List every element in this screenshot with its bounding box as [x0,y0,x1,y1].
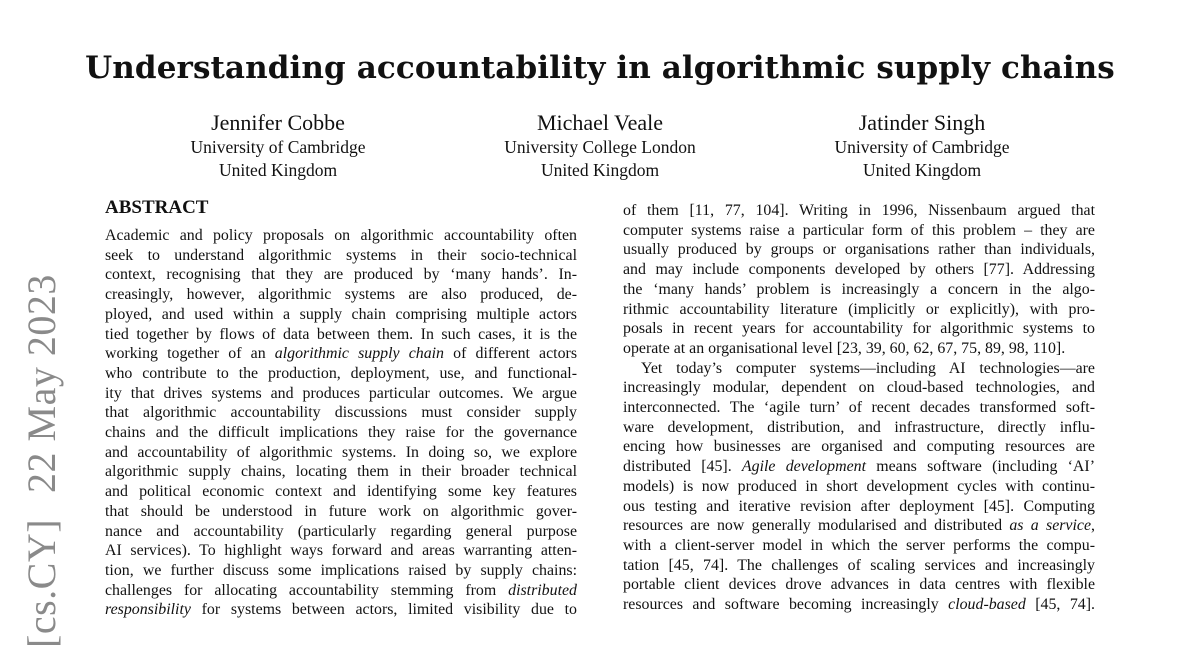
text-line: Yet today’s computer systems—including AI technologies—are [641,359,1095,377]
author-block [0,110,1200,184]
text-line: with a client-server model in which the server performs the compu- [623,536,1095,554]
emphasized-term: Agile development [741,458,867,476]
text-line: operate at an organisational level [23, 39, 60, 62, 67, 75, 89, 98, 110]. [623,339,1066,357]
author-name: Jennifer Cobbe [211,110,345,135]
author-name: Michael Veale [536,110,664,135]
abstract-heading: ABSTRACT [105,197,209,218]
author-affiliation: University of Cambridge [190,137,366,157]
text-line: posals in recent years for accountability for algorithmic systems to [623,320,1095,338]
text-line: Academic and policy proposals on algorithmic accountability often [105,227,577,244]
text-line: tation [45, 74]. The challenges of scaling services and increasingly [623,556,1095,574]
text-line: ware development, distribution, and infrastructure, directly influ- [623,418,1095,436]
author-1 [128,110,428,182]
text-line: resources and software becoming increasingly cloud-based [45, 74]. [623,596,1095,614]
author-country: United Kingdom [540,160,660,180]
author-country: United Kingdom [218,160,338,180]
author-affiliation: University of Cambridge [834,137,1010,157]
arxiv-identifier-stamp [18,274,66,648]
abstract-text [105,226,577,620]
text-line: nance and accountability (particularly regarding general purpose [105,522,577,540]
body-column [623,201,1095,615]
abstract-column [105,196,577,620]
text-line: of them [11, 77, 104]. Writing in 1996, Nissenbaum argued that [623,202,1095,219]
text-line: context, recognising that they are produced by ‘many hands’. In- [105,266,577,284]
paper-title: Understanding accountability in algorithmic supply chains [85,50,1115,86]
text-line: computer systems raise a particular form of this problem – they are [623,221,1095,239]
text-line: and political economic context and identifying some key features [105,483,577,501]
emphasized-term: responsibility [105,601,191,619]
text-line: portable client devices drove advances in data centres with flexible [623,576,1095,594]
author-2 [450,110,750,182]
author-affiliation: University College London [504,137,696,157]
arxiv-date: 22 May 2023 [19,274,64,493]
text-line: encing how businesses are organised and computing resources are [623,438,1095,456]
text-line: interconnected. The ‘agile turn’ of recent decades transformed soft- [623,399,1095,417]
text-line: challenges for allocating accountability stemming from distributed [105,581,577,599]
text-line: rithmic accountability literature (implicitly or explicitly), with pro- [623,300,1095,318]
text-line: that algorithmic accountability discussions must consider supply [105,404,577,422]
emphasized-term: distributed [508,581,577,599]
author-name: Jatinder Singh [858,110,986,135]
text-line: chains and the difficult implications they raise for the governance [105,424,577,442]
text-line: distributed [45]. Agile development means software (including ‘AI’ [623,458,1095,476]
text-line: creasingly, however, algorithmic systems are also produced, de- [105,286,577,304]
text-line: resources are now generally modularised and distributed as a service, [623,517,1095,535]
text-line: usually produced by groups or organisations rather than individuals, [623,241,1095,259]
emphasized-term: algorithmic supply chain [274,345,445,363]
text-line: working together of an algorithmic supply chain of different actors [105,345,578,363]
text-line: increasingly modular, dependent on cloud-based technologies, and [623,379,1095,397]
text-line: ployed, and used within a supply chain comprising multiple actors [105,305,577,323]
text-line: algorithmic supply chains, locating them in their broader technical [105,463,577,481]
text-line: that should be understood in future work on algorithmic gover- [105,502,577,520]
text-line: models) is now produced in short development cycles with continu- [623,477,1095,495]
text-line: AI services). To highlight ways forward and areas warranting atten- [105,542,577,560]
emphasized-term: as a service [1009,517,1092,535]
text-line: tion, we further discuss some implications raised by supply chains: [105,561,577,579]
emphasized-term: cloud-based [948,596,1026,614]
text-line: who contribute to the production, deployment, use, and functional- [105,364,577,382]
text-line: and may include components developed by others [77]. Addressing [623,261,1095,279]
text-line: ity that drives systems and produces particular outcomes. We argue [105,384,577,402]
text-line: and accountability of algorithmic systems. In doing so, we explore [105,443,577,461]
text-line: tied together by flows of data between them. In such cases, it is the [105,325,577,343]
text-line: seek to understand algorithmic systems in their socio-technical [105,246,577,264]
text-line: responsibility for systems between actors, limited visibility due to [105,601,577,619]
text-line: ous testing and iterative revision after deployment [45]. Computing [623,497,1095,515]
author-country: United Kingdom [862,160,982,180]
arxiv-category: [cs.CY] [19,518,64,648]
author-3 [772,110,1072,182]
body-text [623,201,1095,615]
text-line: the ‘many hands’ problem is increasingly a concern in the algo- [623,280,1095,298]
